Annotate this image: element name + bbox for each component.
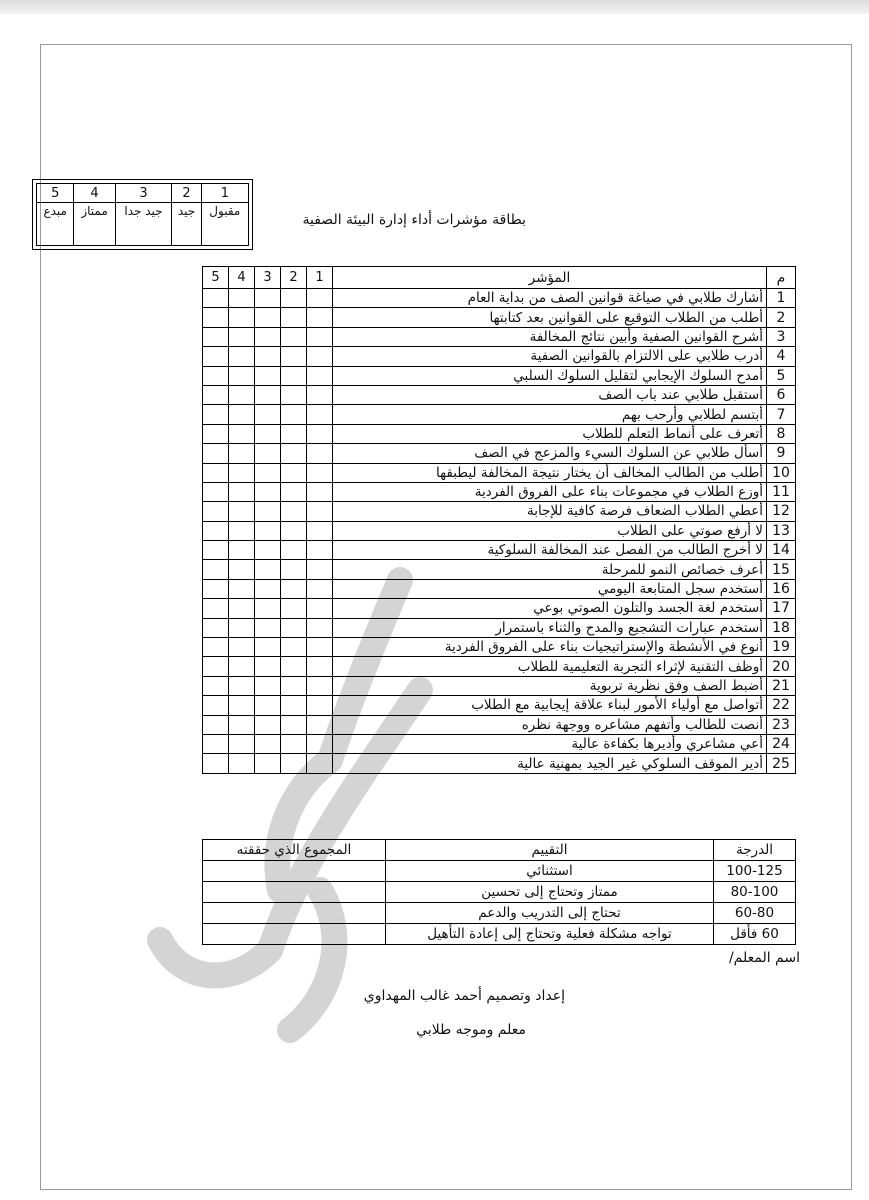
indicator-text: أدير الموقف السلوكي غير الجيد بمهنية عالية	[333, 754, 767, 773]
row-number: 24	[767, 734, 796, 753]
row-number: 11	[767, 482, 796, 501]
grade-row	[203, 861, 796, 882]
indicator-row	[203, 560, 796, 579]
score-cell[interactable]	[255, 579, 281, 598]
indicator-row	[203, 463, 796, 482]
indicator-text: أستخدم لغة الجسد والتلون الصوتي بوعي	[333, 599, 767, 618]
score-cell[interactable]	[281, 754, 307, 773]
grade-evaluation: استثنائي	[386, 861, 714, 882]
indicator-text: أضبط الصف وفق نظرية تربوية	[333, 676, 767, 695]
col-header-total: المجموع الذي حققته	[203, 840, 386, 861]
score-cell[interactable]	[229, 657, 255, 676]
row-number: 9	[767, 444, 796, 463]
indicator-row	[203, 482, 796, 501]
score-cell[interactable]	[255, 754, 281, 773]
indicator-row	[203, 734, 796, 753]
grade-degree: 60 فأقل	[714, 924, 796, 945]
grade-row	[203, 882, 796, 903]
score-cell[interactable]	[281, 308, 307, 327]
score-cell[interactable]	[203, 289, 229, 308]
score-cell[interactable]	[255, 366, 281, 385]
indicator-row	[203, 599, 796, 618]
score-cell[interactable]	[307, 463, 333, 482]
score-cell[interactable]	[307, 347, 333, 366]
indicator-text: أعي مشاعري وأديرها بكفاءة عالية	[333, 734, 767, 753]
score-cell[interactable]	[307, 618, 333, 637]
indicator-text: أوزع الطلاب في مجموعات بناء على الفروق الفردية	[333, 482, 767, 501]
indicator-text: أدرب طلابي على الالتزام بالقوانين الصفية	[333, 347, 767, 366]
grade-evaluation: تواجه مشكلة فعلية وتحتاج إلى إعادة التأهيل	[386, 924, 714, 945]
indicator-row	[203, 385, 796, 404]
score-cell[interactable]	[203, 327, 229, 346]
score-cell[interactable]	[281, 347, 307, 366]
indicator-row	[203, 618, 796, 637]
score-cell[interactable]	[255, 463, 281, 482]
col-header-score: 4	[229, 267, 255, 289]
score-cell[interactable]	[255, 385, 281, 404]
prepared-by: إعداد وتصميم أحمد غالب المهداوي	[363, 988, 565, 1004]
score-cell[interactable]	[229, 715, 255, 734]
score-cell[interactable]	[255, 618, 281, 637]
indicator-text: لا أخرج الطالب من الفصل عند المخالفة السلوكية	[333, 541, 767, 560]
grade-total-cell[interactable]	[203, 882, 386, 903]
indicator-row	[203, 754, 796, 773]
score-cell[interactable]	[203, 482, 229, 501]
col-header-score: 3	[255, 267, 281, 289]
score-cell[interactable]	[307, 482, 333, 501]
row-number: 13	[767, 521, 796, 540]
score-cell[interactable]	[203, 463, 229, 482]
score-cell[interactable]	[307, 289, 333, 308]
score-cell[interactable]	[255, 327, 281, 346]
score-cell[interactable]	[229, 521, 255, 540]
teacher-name-label: اسم المعلم/	[728, 950, 800, 966]
score-cell[interactable]	[281, 502, 307, 521]
indicator-text: أشرح القوانين الصفية وأبين نتائج المخالفة	[333, 327, 767, 346]
scale-value: 3	[115, 184, 172, 203]
indicator-text: أنوع في الأنشطة والإستراتيجيات بناء على الفروق الفردية	[333, 638, 767, 657]
scale-label: ممتاز	[74, 203, 115, 246]
row-number: 22	[767, 696, 796, 715]
scale-value: 2	[172, 184, 201, 203]
score-cell[interactable]	[203, 560, 229, 579]
indicator-row	[203, 405, 796, 424]
score-cell[interactable]	[203, 366, 229, 385]
grade-degree: 60-80	[714, 903, 796, 924]
score-cell[interactable]	[255, 638, 281, 657]
row-number: 17	[767, 599, 796, 618]
indicator-text: أسأل طلابي عن السلوك السيء والمزعج في الصف	[333, 444, 767, 463]
indicator-row	[203, 347, 796, 366]
score-cell[interactable]	[281, 424, 307, 443]
indicator-row	[203, 366, 796, 385]
score-cell[interactable]	[203, 715, 229, 734]
indicator-text: أنصت للطالب وأتفهم مشاعره ووجهة نظره	[333, 715, 767, 734]
indicator-text: أوظف التقنية لإثراء التجربة التعليمية للطلاب	[333, 657, 767, 676]
score-cell[interactable]	[281, 560, 307, 579]
row-number: 16	[767, 579, 796, 598]
row-number: 8	[767, 424, 796, 443]
col-header-evaluation: التقييم	[386, 840, 714, 861]
rating-scale	[36, 183, 249, 246]
score-cell[interactable]	[229, 327, 255, 346]
col-header-score: 5	[203, 267, 229, 289]
score-cell[interactable]	[307, 385, 333, 404]
col-header-score: 1	[307, 267, 333, 289]
score-cell[interactable]	[229, 560, 255, 579]
score-cell[interactable]	[255, 599, 281, 618]
score-cell[interactable]	[203, 657, 229, 676]
grade-evaluation: ممتاز وتحتاج إلى تحسين	[386, 882, 714, 903]
score-cell[interactable]	[281, 444, 307, 463]
score-cell[interactable]	[281, 289, 307, 308]
indicator-text: أستخدم سجل المتابعة اليومي	[333, 579, 767, 598]
score-cell[interactable]	[203, 502, 229, 521]
score-cell[interactable]	[281, 599, 307, 618]
score-cell[interactable]	[255, 424, 281, 443]
score-cell[interactable]	[255, 734, 281, 753]
scale-value: 1	[201, 184, 248, 203]
indicator-row	[203, 327, 796, 346]
indicator-row	[203, 502, 796, 521]
indicator-row	[203, 715, 796, 734]
grade-total-cell[interactable]	[203, 861, 386, 882]
col-header-indicator: المؤشر	[333, 267, 767, 289]
score-cell[interactable]	[203, 541, 229, 560]
indicator-row	[203, 676, 796, 695]
row-number: 4	[767, 347, 796, 366]
indicator-row	[203, 657, 796, 676]
indicator-row	[203, 638, 796, 657]
score-cell[interactable]	[229, 385, 255, 404]
indicator-text: أتواصل مع أولياء الأمور لبناء علاقة إيجابية مع الطلاب	[333, 696, 767, 715]
score-cell[interactable]	[229, 599, 255, 618]
score-cell[interactable]	[229, 405, 255, 424]
score-cell[interactable]	[307, 715, 333, 734]
grade-degree: 80-100	[714, 882, 796, 903]
page-title: بطاقة مؤشرات أداء إدارة البيئة الصفية	[302, 212, 526, 228]
score-cell[interactable]	[307, 734, 333, 753]
row-number: 15	[767, 560, 796, 579]
score-cell[interactable]	[229, 444, 255, 463]
score-cell[interactable]	[229, 541, 255, 560]
score-cell[interactable]	[255, 676, 281, 695]
score-cell[interactable]	[229, 502, 255, 521]
grade-total-cell[interactable]	[203, 903, 386, 924]
score-cell[interactable]	[229, 482, 255, 501]
score-cell[interactable]	[229, 696, 255, 715]
score-cell[interactable]	[229, 308, 255, 327]
indicator-row	[203, 308, 796, 327]
score-cell[interactable]	[281, 405, 307, 424]
score-cell[interactable]	[307, 657, 333, 676]
score-cell[interactable]	[281, 657, 307, 676]
score-cell[interactable]	[307, 676, 333, 695]
row-number: 3	[767, 327, 796, 346]
score-cell[interactable]	[229, 734, 255, 753]
col-header-degree: الدرجة	[714, 840, 796, 861]
score-cell[interactable]	[307, 308, 333, 327]
scale-label: جيد	[172, 203, 201, 246]
indicator-row	[203, 579, 796, 598]
score-cell[interactable]	[229, 754, 255, 773]
scale-value: 5	[37, 184, 74, 203]
score-cell[interactable]	[229, 366, 255, 385]
grade-evaluation: تحتاج إلى التدريب والدعم	[386, 903, 714, 924]
scale-label: جيد جدا	[115, 203, 172, 246]
indicators-table	[202, 266, 796, 774]
score-cell[interactable]	[281, 463, 307, 482]
score-cell[interactable]	[255, 521, 281, 540]
score-cell[interactable]	[255, 289, 281, 308]
score-cell[interactable]	[307, 502, 333, 521]
row-number: 6	[767, 385, 796, 404]
score-cell[interactable]	[255, 502, 281, 521]
score-cell[interactable]	[203, 444, 229, 463]
score-cell[interactable]	[203, 405, 229, 424]
score-cell[interactable]	[203, 308, 229, 327]
score-cell[interactable]	[203, 638, 229, 657]
score-cell[interactable]	[307, 444, 333, 463]
score-cell[interactable]	[281, 638, 307, 657]
score-cell[interactable]	[229, 424, 255, 443]
indicator-row	[203, 696, 796, 715]
score-cell[interactable]	[203, 347, 229, 366]
score-cell[interactable]	[229, 289, 255, 308]
score-cell[interactable]	[255, 444, 281, 463]
score-cell[interactable]	[255, 541, 281, 560]
score-cell[interactable]	[255, 696, 281, 715]
score-cell[interactable]	[255, 347, 281, 366]
score-cell[interactable]	[281, 715, 307, 734]
score-cell[interactable]	[307, 424, 333, 443]
score-cell[interactable]	[307, 696, 333, 715]
row-number: 7	[767, 405, 796, 424]
score-cell[interactable]	[307, 405, 333, 424]
indicator-text: أطلب من الطالب المخالف أن يختار نتيجة المخالفة ليطبقها	[333, 463, 767, 482]
row-number: 23	[767, 715, 796, 734]
row-number: 19	[767, 638, 796, 657]
indicator-text: أتعرف على أنماط التعلم للطلاب	[333, 424, 767, 443]
score-cell[interactable]	[281, 385, 307, 404]
score-cell[interactable]	[229, 618, 255, 637]
row-number: 25	[767, 754, 796, 773]
row-number: 20	[767, 657, 796, 676]
score-cell[interactable]	[307, 754, 333, 773]
score-cell[interactable]	[229, 676, 255, 695]
score-cell[interactable]	[203, 734, 229, 753]
grade-row	[203, 924, 796, 945]
score-cell[interactable]	[203, 424, 229, 443]
author-role: معلم وموجه طلابي	[416, 1022, 526, 1038]
score-cell[interactable]	[281, 676, 307, 695]
score-cell[interactable]	[203, 385, 229, 404]
row-number: 12	[767, 502, 796, 521]
score-cell[interactable]	[255, 715, 281, 734]
score-cell[interactable]	[229, 463, 255, 482]
score-cell[interactable]	[203, 599, 229, 618]
row-number: 14	[767, 541, 796, 560]
indicator-text: أعرف خصائص النمو للمرحلة	[333, 560, 767, 579]
score-cell[interactable]	[281, 541, 307, 560]
score-cell[interactable]	[203, 676, 229, 695]
score-cell[interactable]	[281, 734, 307, 753]
row-number: 21	[767, 676, 796, 695]
col-header-score: 2	[281, 267, 307, 289]
row-number: 2	[767, 308, 796, 327]
score-cell[interactable]	[281, 521, 307, 540]
grade-degree: 100-125	[714, 861, 796, 882]
indicator-text: أعطي الطلاب الضعاف فرصة كافية للإجابة	[333, 502, 767, 521]
indicator-row	[203, 541, 796, 560]
score-cell[interactable]	[281, 618, 307, 637]
score-cell[interactable]	[229, 579, 255, 598]
score-cell[interactable]	[307, 521, 333, 540]
score-cell[interactable]	[307, 366, 333, 385]
indicator-text: أمدح السلوك الإيجابي لتقليل السلوك السلبي	[333, 366, 767, 385]
indicator-text: أبتسم لطلابي وأرحب بهم	[333, 405, 767, 424]
score-cell[interactable]	[203, 618, 229, 637]
score-cell[interactable]	[307, 560, 333, 579]
score-cell[interactable]	[229, 638, 255, 657]
scale-label: مقبول	[201, 203, 248, 246]
score-cell[interactable]	[307, 541, 333, 560]
score-cell[interactable]	[307, 638, 333, 657]
score-cell[interactable]	[203, 754, 229, 773]
score-cell[interactable]	[281, 579, 307, 598]
grade-total-cell[interactable]	[203, 924, 386, 945]
score-cell[interactable]	[281, 366, 307, 385]
score-cell[interactable]	[255, 308, 281, 327]
row-number: 10	[767, 463, 796, 482]
score-cell[interactable]	[281, 327, 307, 346]
row-number: 1	[767, 289, 796, 308]
score-cell[interactable]	[281, 696, 307, 715]
indicator-row	[203, 444, 796, 463]
grading-table	[202, 839, 796, 945]
indicator-text: أطلب من الطلاب التوقيع على القوانين بعد كتابتها	[333, 308, 767, 327]
score-cell[interactable]	[255, 482, 281, 501]
score-cell[interactable]	[307, 579, 333, 598]
indicator-row	[203, 289, 796, 308]
score-cell[interactable]	[255, 657, 281, 676]
indicators-header-row	[203, 267, 796, 289]
col-header-number: م	[767, 267, 796, 289]
indicator-row	[203, 521, 796, 540]
indicator-row	[203, 424, 796, 443]
score-cell[interactable]	[203, 579, 229, 598]
indicator-text: أستخدم عبارات التشجيع والمدح والثناء باستمرار	[333, 618, 767, 637]
score-cell[interactable]	[307, 327, 333, 346]
grading-header-row	[203, 840, 796, 861]
indicator-text: أشارك طلابي في صياغة قوانين الصف من بداية العام	[333, 289, 767, 308]
row-number: 18	[767, 618, 796, 637]
score-cell[interactable]	[203, 521, 229, 540]
scale-label: مبدع	[37, 203, 74, 246]
top-shadow	[0, 0, 869, 14]
score-cell[interactable]	[255, 560, 281, 579]
indicator-text: أستقبل طلابي عند باب الصف	[333, 385, 767, 404]
score-cell[interactable]	[229, 347, 255, 366]
scale-value: 4	[74, 184, 115, 203]
row-number: 5	[767, 366, 796, 385]
score-cell[interactable]	[255, 405, 281, 424]
grade-row	[203, 903, 796, 924]
score-cell[interactable]	[203, 696, 229, 715]
indicator-text: لا أرفع صوتي على الطلاب	[333, 521, 767, 540]
score-cell[interactable]	[307, 599, 333, 618]
score-cell[interactable]	[281, 482, 307, 501]
